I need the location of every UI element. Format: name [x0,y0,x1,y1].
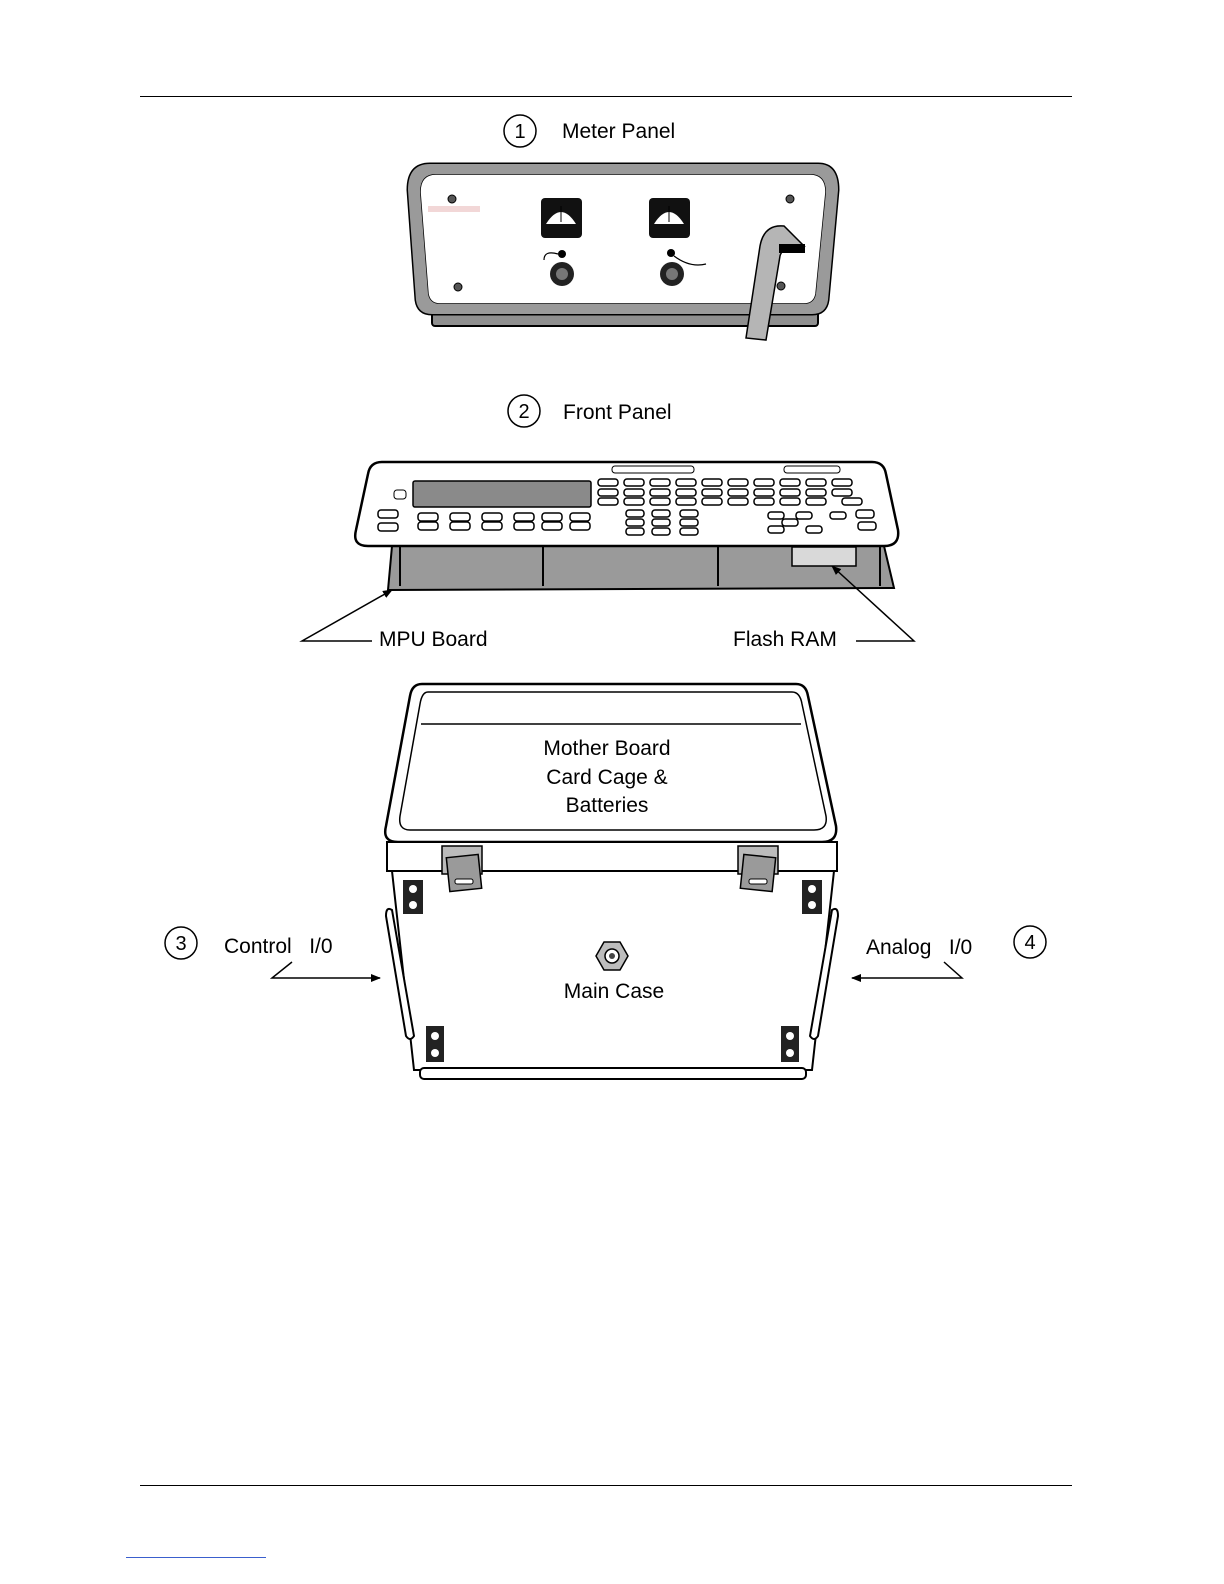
callout-number-4: 4 [1024,932,1036,954]
screw-icon [777,282,785,290]
callout-number-3: 3 [175,933,187,955]
meter-panel-callout [504,115,675,147]
meter-panel-illustration [408,164,838,340]
analog-meter-right-icon [649,198,690,238]
mother-board-label-line2: Card Cage & [546,766,668,789]
small-red-label-icon [428,206,480,212]
analog-meter-left-icon [541,198,582,238]
control-io-label: Control I/0 [224,935,333,958]
analog-io-callout [852,926,1046,978]
mpu-board-label: MPU Board [379,628,488,651]
mother-board-label-line3: Batteries [565,794,649,817]
mpu-board-callout [302,590,488,651]
screw-icon [448,195,456,203]
meter-panel-label: Meter Panel [562,120,676,143]
key-row [598,498,862,505]
case-lid [385,684,836,842]
front-panel-label: Front Panel [563,401,672,424]
lcd-display [413,481,591,507]
flash-ram-chip [792,547,856,566]
flash-ram-label: Flash RAM [733,628,837,651]
front-panel-callout [508,395,672,427]
main-case-illustration [385,684,838,1079]
screw-icon [786,195,794,203]
callout-number-1: 1 [514,121,526,143]
front-panel-illustration [355,462,898,590]
analog-io-label: Analog I/0 [866,936,973,959]
mother-board-label-line1: Mother Board [543,737,671,760]
cable-connector-icon [779,244,805,253]
main-case-label: Main Case [563,980,665,1003]
hex-valve-icon [596,942,628,970]
latch-right-icon [738,846,778,892]
screw-icon [454,283,462,291]
callout-number-2: 2 [518,401,530,423]
control-io-callout [165,927,380,978]
